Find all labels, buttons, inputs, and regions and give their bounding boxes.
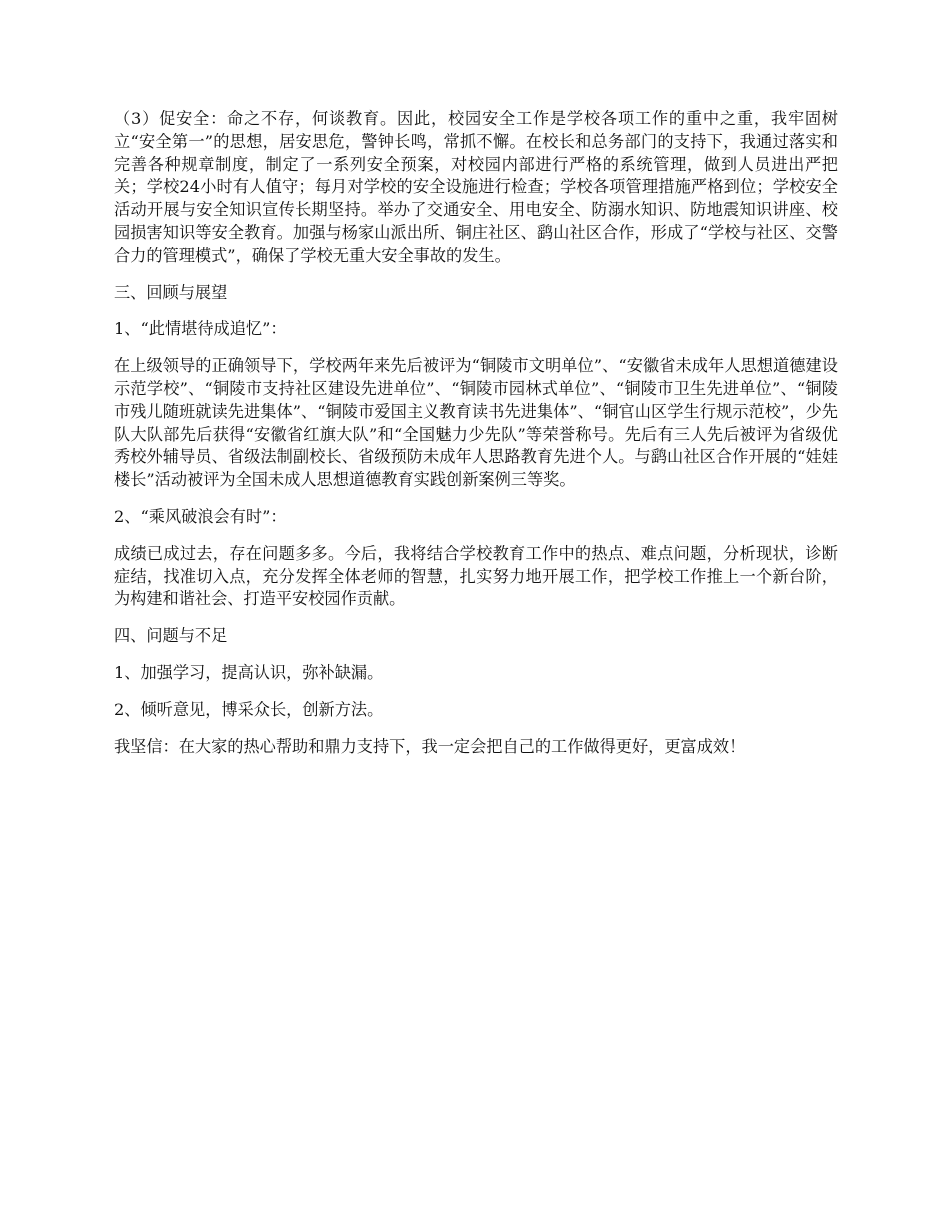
problem-item-1: 1、加强学习，提高认识，弥补缺漏。 — [114, 662, 384, 682]
paragraph-safety: （3）促安全：命之不存，何谈教育。因此，校园安全工作是学校各项工作的重中之重，我牢固树立“安全第一”的思想，居安思危，警钟长鸣，常抓不懈。在校长和总务部门的支持下，我通过落实和完善各种规章制度，制定了一系列安全预案，对校园内部进行严格的系统管理，做到人员进出严把关；学校24小时有人值守；每月对学校的安全设施进行检查；学校各项管理措施严格到位；学校安全活动开展与安全知识宣传长期坚持。举办了交通安全、用电安全、防溺水知识、防地震知识讲座、校园损害知识等安全教育。加强与杨家山派出所、铜庄社区、鹞山社区合作，形成了“学校与社区、交警合力的管理模式”，确保了学校无重大安全事故的发生。 — [114, 109, 838, 265]
paragraph-plans: 成绩已成过去，存在问题多多。今后，我将结合学校教育工作中的热点、难点问题，分析现状，诊断症结，找准切入点，充分发挥全体老师的智慧，扎实努力地开展工作，把学校工作推上一个新台阶，为构建和谐社会、打造平安校园作贡献。 — [114, 543, 838, 609]
document-body — [114, 108, 838, 772]
paragraph-honors: 在上级领导的正确领导下，学校两年来先后被评为“铜陵市文明单位”、“安徽省未成年人思想道德建设示范学校”、“铜陵市支持社区建设先进单位”、“铜陵市园林式单位”、“铜陵市卫生先进单位”、“铜陵市残儿随班就读先进集体”、“铜陵市爱国主义教育读书先进集体”、“铜官山区学生行规示范校”，少先队大队部先后获得“安徽省红旗大队”和“全国魅力少先队”等荣誉称号。先后有三人先后被评为省级优秀校外辅导员、省级法制副校长、省级预防未成年人思路教育先进个人。与鹞山社区合作开展的“娃娃楼长”活动被评为全国未成人思想道德教育实践创新案例三等奖。 — [114, 356, 838, 490]
section-heading-review: 三、回顾与展望 — [114, 282, 228, 302]
subheading-memories: 1、“此情堪待成追忆”： — [114, 319, 287, 339]
subheading-future: 2、“乘风破浪会有时”： — [114, 506, 287, 526]
problem-item-2: 2、倾听意见，博采众长，创新方法。 — [114, 699, 384, 719]
closing-statement: 我坚信：在大家的热心帮助和鼎力支持下，我一定会把自己的工作做得更好，更富成效！ — [114, 736, 746, 756]
section-heading-problems: 四、问题与不足 — [114, 626, 228, 646]
